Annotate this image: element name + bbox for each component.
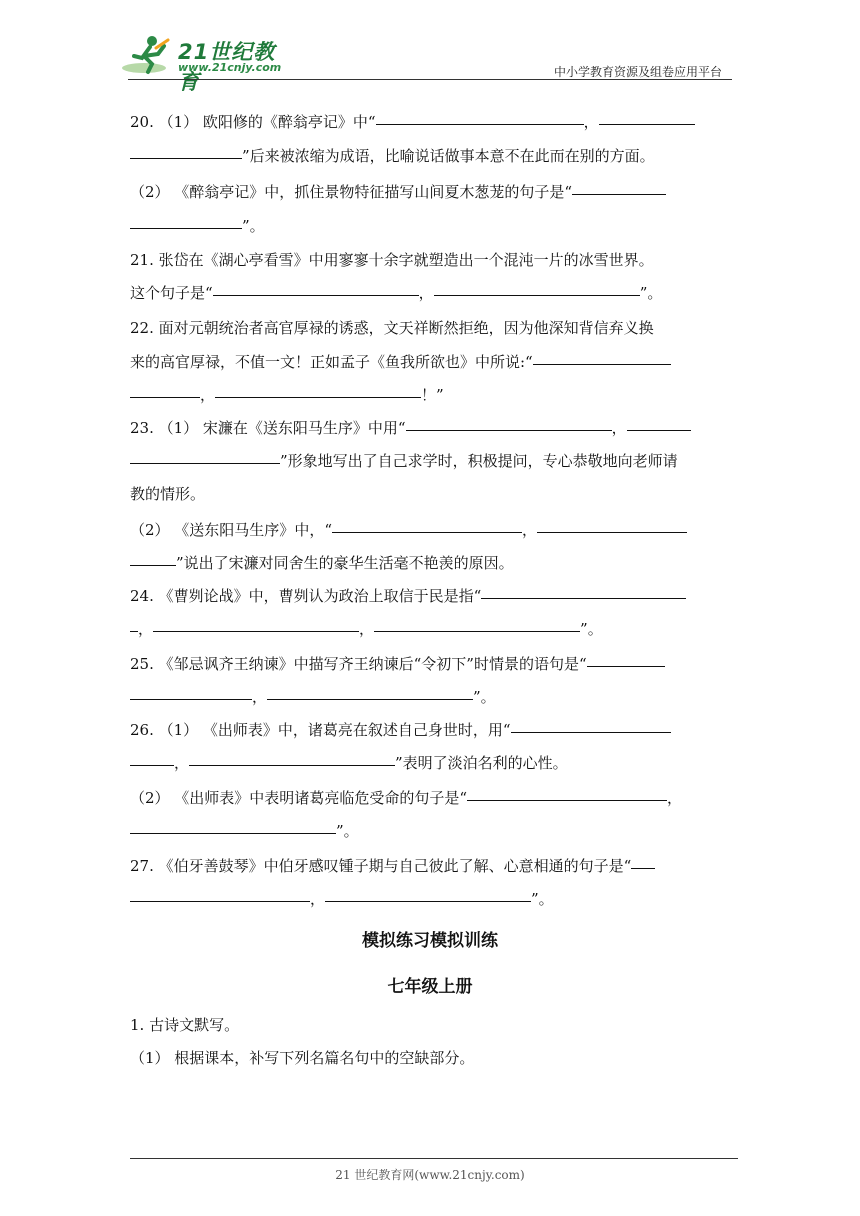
text: ”。	[473, 688, 496, 706]
question-20-line-1	[130, 107, 730, 137]
text: ，	[359, 620, 375, 638]
blank[interactable]	[130, 140, 242, 159]
text: ”。	[336, 822, 359, 840]
question-26-2-line-1	[130, 783, 730, 813]
blank[interactable]	[481, 580, 686, 599]
question-26-2-line-2	[130, 816, 730, 846]
text: ”。	[242, 217, 265, 235]
text: ，	[583, 113, 599, 131]
section-subtitle: 七年级上册	[387, 977, 473, 997]
footer-divider	[130, 1158, 738, 1159]
question-26-line-1	[130, 715, 730, 745]
logo-title: 21世纪教育	[178, 40, 276, 94]
text: ”后来被浓缩为成语，比喻说话做事本意不在此而在别的方面。	[242, 147, 655, 165]
text: ”形象地写出了自己求学时，积极提问，专心恭敬地向老师请	[280, 452, 678, 470]
question-26-line-2	[130, 748, 730, 778]
blank[interactable]	[215, 379, 421, 398]
text: （2） 《出师表》中表明诸葛亮临危受命的句子是“	[130, 789, 467, 807]
text: ，	[310, 890, 326, 908]
blank[interactable]	[325, 883, 531, 902]
blank[interactable]	[130, 613, 138, 632]
text: 24. 《曹刿论战》中，曹刿认为政治上取信于民是指“	[130, 587, 482, 605]
question-21-line-2	[130, 278, 730, 308]
question-23-2-line-1	[130, 515, 730, 545]
blank[interactable]	[631, 850, 655, 869]
question-23-line-1	[130, 413, 730, 443]
blank[interactable]	[511, 714, 671, 733]
question-20-2-line-2	[130, 211, 730, 241]
text: ，	[138, 620, 154, 638]
blank[interactable]	[406, 412, 612, 431]
blank[interactable]	[130, 379, 200, 398]
footer-text[interactable]: 21 世纪教育网(www.21cnjy.com)	[335, 1168, 525, 1182]
question-25-line-2	[130, 682, 730, 712]
blank[interactable]	[587, 648, 665, 667]
question-21-line-1: 21. 张岱在《湖心亭看雪》中用寥寥十余字就塑造出一个混沌一片的冰雪世界。	[130, 251, 654, 269]
blank[interactable]	[130, 210, 242, 229]
text: ，	[666, 789, 682, 807]
logo-url: www.21cnjy.com	[178, 61, 282, 74]
question-23-2-line-2	[130, 548, 730, 578]
text: ”。	[580, 620, 603, 638]
blank[interactable]	[153, 613, 359, 632]
question-27-line-2	[130, 884, 730, 914]
section-title: 模拟练习模拟训练	[362, 931, 498, 951]
blank[interactable]	[376, 106, 584, 125]
text: （2） 《送东阳马生序》中，“	[130, 521, 332, 539]
site-logo[interactable]	[122, 34, 292, 94]
question-22-line-3	[130, 380, 730, 410]
text: （2） 《醉翁亭记》中，抓住景物特征描写山间夏木葱茏的句子是“	[130, 183, 572, 201]
text: ，	[252, 688, 268, 706]
blank[interactable]	[130, 547, 176, 566]
blank[interactable]	[537, 514, 687, 533]
text: ”说出了宋濂对同舍生的豪华生活毫不艳羡的原因。	[176, 554, 514, 572]
blank[interactable]	[467, 782, 667, 801]
blank[interactable]	[627, 412, 691, 431]
blank[interactable]	[332, 514, 522, 533]
text: ”。	[531, 890, 554, 908]
text: 26. （1） 《出师表》中，诸葛亮在叙述自己身世时，用“	[130, 721, 511, 739]
blank[interactable]	[130, 883, 310, 902]
blank[interactable]	[434, 277, 640, 296]
text: ”表明了淡泊名利的心性。	[395, 754, 568, 772]
blank[interactable]	[189, 747, 395, 766]
text: 来的高官厚禄，不值一文！正如孟子《鱼我所欲也》中所说:“	[130, 353, 533, 371]
blank[interactable]	[267, 681, 473, 700]
blank[interactable]	[213, 277, 419, 296]
blank[interactable]	[130, 747, 174, 766]
blank[interactable]	[130, 445, 280, 464]
question-22-line-1: 22. 面对元朝统治者高官厚禄的诱惑，文天祥断然拒绝，因为他深知背信弃义换	[130, 319, 654, 337]
text: ”。	[639, 284, 663, 302]
blank[interactable]	[374, 613, 580, 632]
text: ，	[521, 521, 537, 539]
blank[interactable]	[599, 106, 695, 125]
exercise-1-instruction: （1） 根据课本，补写下列名篇名句中的空缺部分。	[130, 1049, 475, 1067]
question-23-line-2	[130, 446, 730, 476]
header-divider	[128, 79, 732, 80]
exercise-1-heading: 1. 古诗文默写。	[130, 1016, 240, 1034]
text: 27. 《伯牙善鼓琴》中伯牙感叹锺子期与自己彼此了解、心意相通的句子是“	[130, 857, 632, 875]
question-23-line-3: 教的情形。	[130, 485, 206, 503]
blank[interactable]	[130, 681, 252, 700]
text: ，	[418, 284, 434, 302]
text: 20. （1） 欧阳修的《醉翁亭记》中“	[130, 113, 376, 131]
text: 25. 《邹忌讽齐王纳谏》中描写齐王纳谏后“令初下”时情景的语句是“	[130, 655, 587, 673]
text: ！”	[421, 386, 444, 404]
question-22-line-2	[130, 347, 730, 377]
text: 23. （1） 宋濂在《送东阳马生序》中用“	[130, 419, 406, 437]
question-27-line-1	[130, 851, 730, 881]
question-24-line-2	[130, 614, 730, 644]
question-24-line-1	[130, 581, 730, 611]
text: ，	[611, 419, 627, 437]
text: 这个句子是“	[130, 284, 213, 302]
header-platform-text: 中小学教育资源及组卷应用平台	[553, 65, 722, 79]
blank[interactable]	[130, 815, 336, 834]
blank[interactable]	[572, 176, 666, 195]
text: ，	[200, 386, 216, 404]
question-25-line-1	[130, 649, 730, 679]
runner-logo-icon	[122, 34, 174, 76]
text: ，	[174, 754, 190, 772]
blank[interactable]	[533, 346, 671, 365]
question-20-2-line-1	[130, 177, 730, 207]
question-20-line-2	[130, 141, 730, 171]
page-header	[0, 0, 860, 94]
